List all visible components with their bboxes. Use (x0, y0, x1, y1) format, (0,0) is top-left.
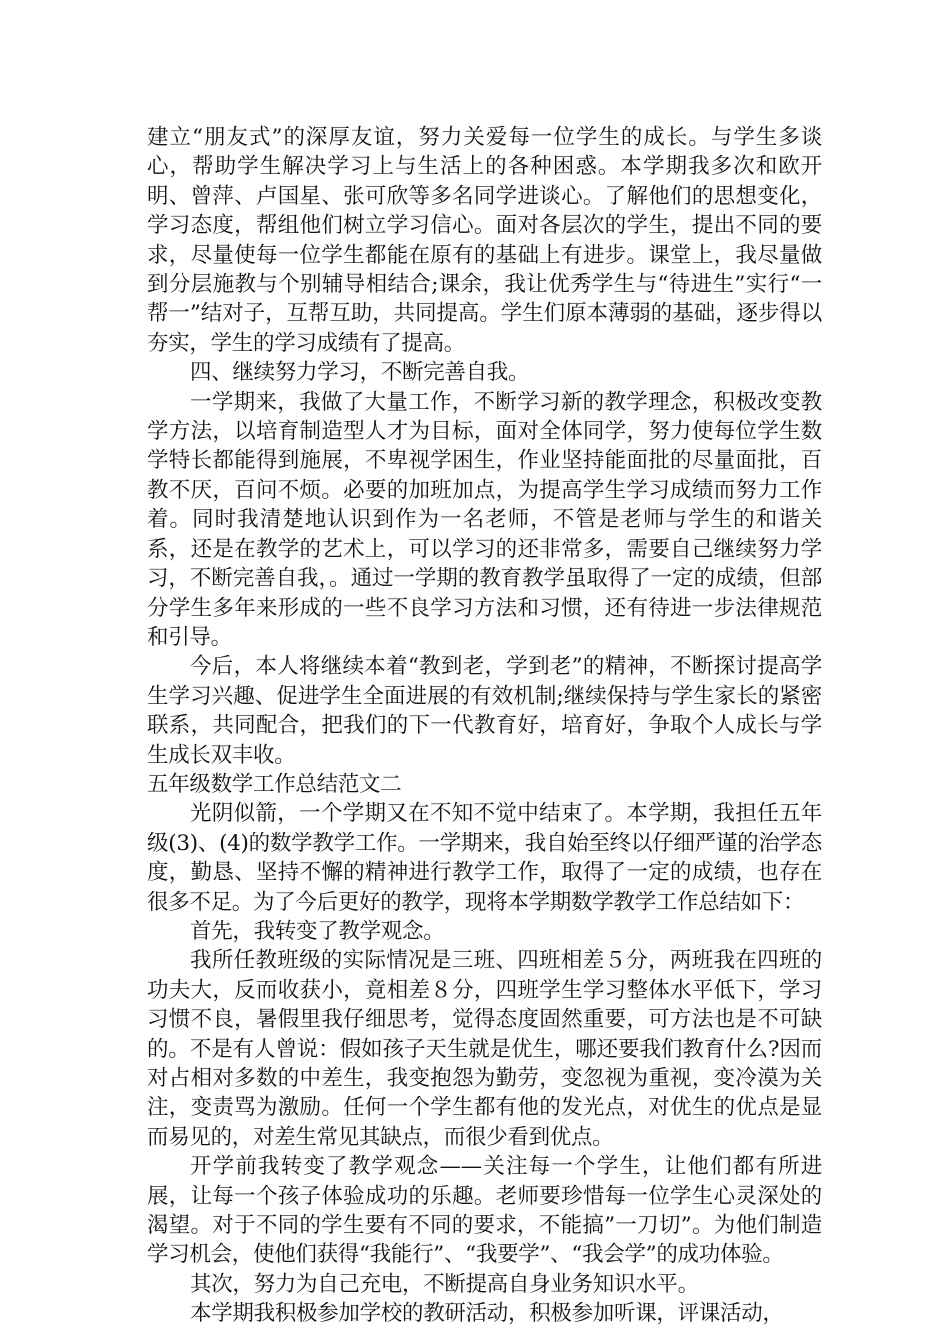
paragraph-3: 今后，本人将继续本着“教到老，学到老”的精神，不断探讨提高学生学习兴趣、促进学生全面进展的有效机制;继续保持与学生家长的紧密联系，共同配合，把我们的下一代教育好，培育好，争取个人成长与学生成长双丰收。 (147, 654, 822, 768)
document-body (147, 123, 822, 1329)
section-heading-4: 四、继续努力学习，不断完善自我。 (190, 360, 530, 386)
paragraph-4: 光阴似箭，一个学期又在不知不觉中结束了。本学期，我担任五年级(3)、(4)的数学教学工作。一学期来，我自始至终以仔细严谨的治学态度，勤恳、坚持不懈的精神进行教学工作，取得了一定的成绩，也存在很多不足。为了今后更好的教学，现将本学期数学教学工作总结如下： (147, 801, 822, 915)
article-title-2: 五年级数学工作总结范文二 (147, 771, 402, 797)
paragraph-9: 本学期我积极参加学校的教研活动，积极参加听课，评课活动， (190, 1301, 784, 1327)
paragraph-5: 首先，我转变了教学观念。 (190, 918, 445, 944)
paragraph-7: 开学前我转变了教学观念——关注每一个学生，让他们都有所进展，让每一个孩子体验成功的乐趣。老师要珍惜每一位学生心灵深处的渴望。对于不同的学生要有不同的要求，不能搞”一刀切”。为他们制造学习机会，使他们获得“我能行”、“我要学”、“我会学”的成功体验。 (147, 1154, 822, 1268)
paragraph-2: 一学期来，我做了大量工作，不断学习新的教学理念，积极改变教学方法，以培育制造型人才为目标，面对全体同学，努力使每位学生数学特长都能得到施展，不卑视学困生，作业坚持能面批的尽量面批，百教不厌，百问不烦。必要的加班加点，为提高学生学习成绩而努力工作着。同时我清楚地认识到作为一名老师，不管是老师与学生的和谐关系，还是在教学的艺术上，可以学习的还非常多，需要自己继续努力学习，不断完善自我，。通过一学期的教育教学虽取得了一定的成绩，但部分学生多年来形成的一些不良学习方法和习惯，还有待进一步法律规范和引导。 (147, 389, 822, 650)
paragraph-8: 其次，努力为自己充电，不断提高自身业务知识水平。 (190, 1271, 699, 1297)
paragraph-1: 建立“朋友式”的深厚友谊，努力关爱每一位学生的成长。与学生多谈心，帮助学生解决学习上与生活上的各种困惑。本学期我多次和欧开明、曾萍、卢国星、张可欣等多名同学进谈心。了解他们的思想变化，学习态度，帮组他们树立学习信心。面对各层次的学生，提出不同的要求，尽量使每一位学生都能在原有的基础上有进步。课堂上，我尽量做到分层施教与个别辅导相结合;课余，我让优秀学生与“待进生”实行“一帮一”结对子，互帮互助，共同提高。学生们原本薄弱的基础，逐步得以夯实，学生的学习成绩有了提高。 (147, 125, 822, 356)
paragraph-6: 我所任教班级的实际情况是三班、四班相差５分，两班我在四班的功夫大，反而收获小，竟相差８分，四班学生学习整体水平低下，学习习惯不良，暑假里我仔细思考，觉得态度固然重要，可方法也是不可缺的。不是有人曾说：假如孩子天生就是优生，哪还要我们教育什么?因而对占相对多数的中差生，我变抱怨为勤劳，变忽视为重视，变冷漠为关注，变责骂为激励。任何一个学生都有他的发光点，对优生的优点是显而易见的，对差生常见其缺点，而很少看到优点。 (147, 948, 822, 1150)
